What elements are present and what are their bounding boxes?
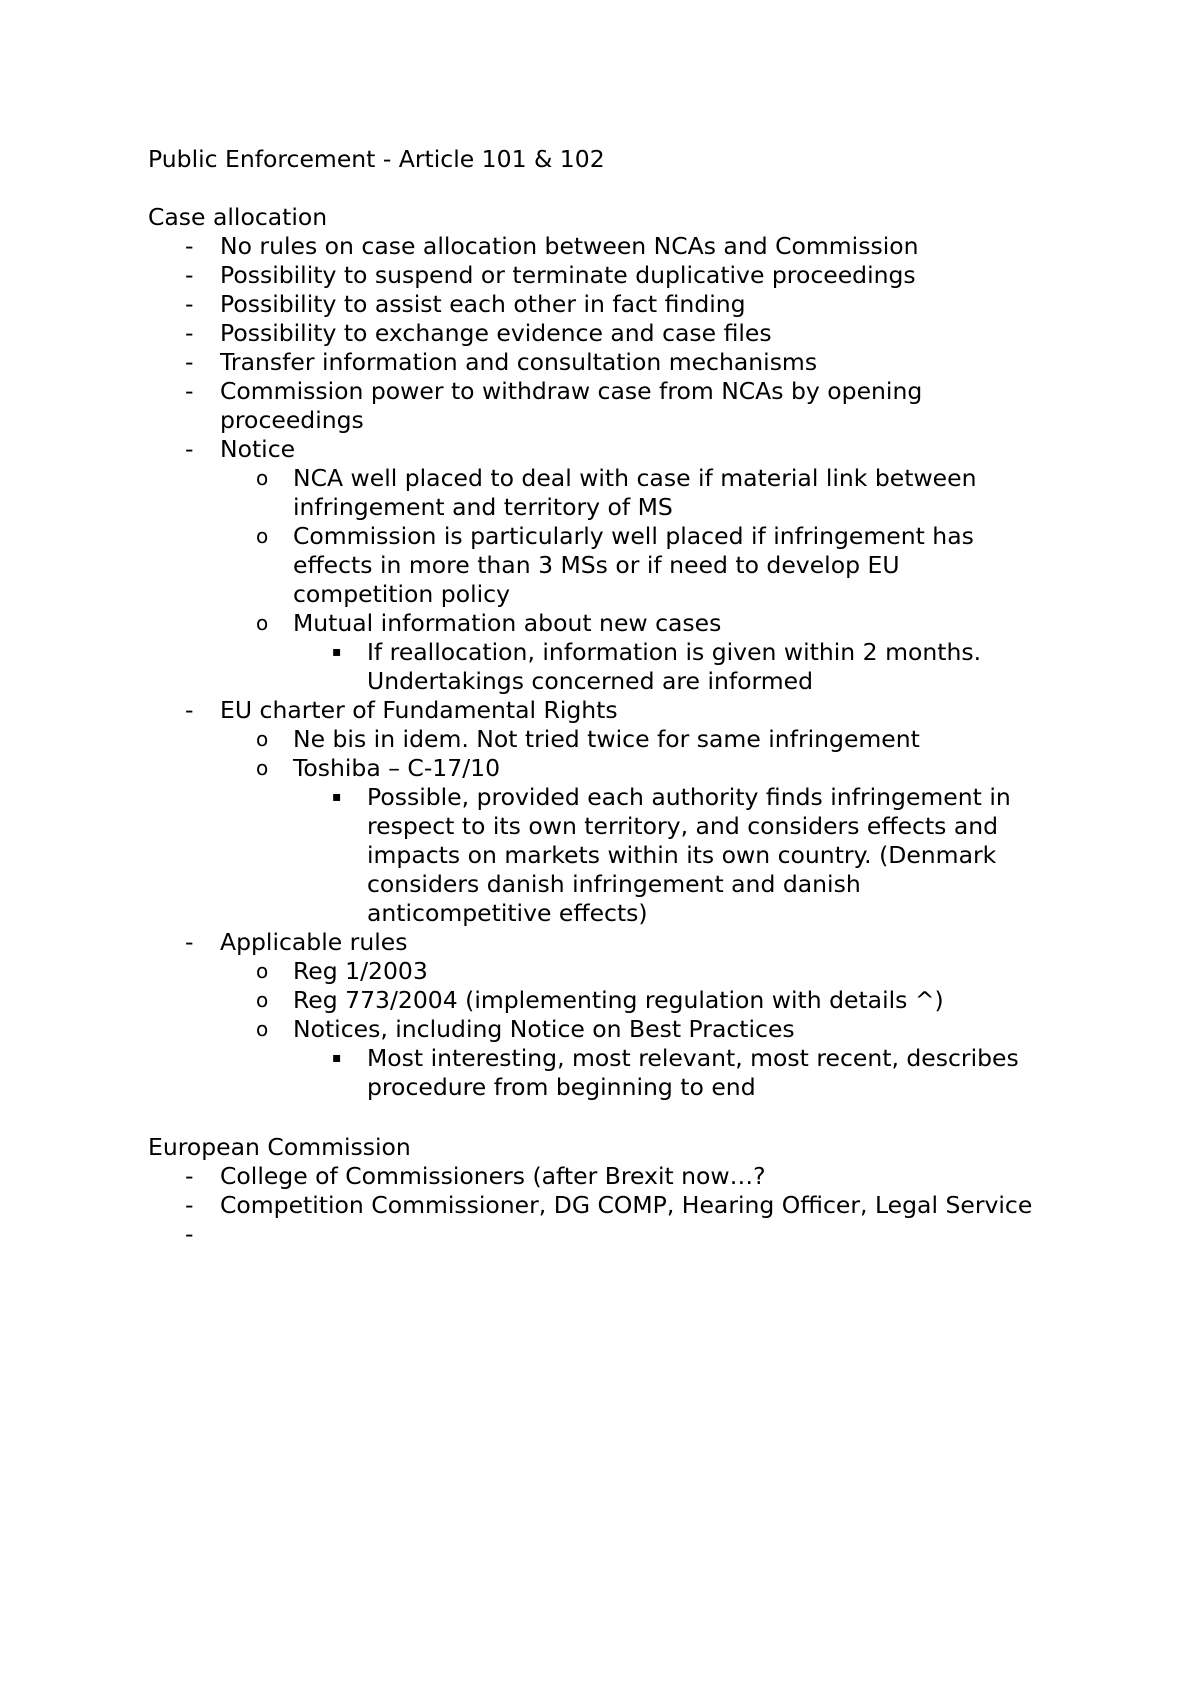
list-item <box>0 377 1200 435</box>
dash-bullet: - <box>185 319 194 347</box>
list-item-text: Competition Commissioner, DG COMP, Hearing Officer, Legal Service <box>220 1191 1033 1219</box>
dash-bullet: - <box>185 261 194 289</box>
list-item-text: No rules on case allocation between NCAs and Commission <box>220 232 919 260</box>
list-item-text: Transfer information and consultation mechanisms <box>220 348 818 376</box>
list-item-notice <box>0 435 1200 464</box>
sub-list-item <box>0 464 1200 522</box>
circle-bullet: o <box>256 756 269 780</box>
list-item-applicable-rules <box>0 928 1200 957</box>
list-item-text: Notice <box>220 435 296 463</box>
section-heading: European Commission <box>148 1133 411 1161</box>
section-case-allocation <box>0 203 1200 1102</box>
bullet-list <box>0 1162 1200 1249</box>
list-item-text: Possibility to suspend or terminate duplicative proceedings <box>220 261 916 289</box>
circle-bullet: o <box>256 988 269 1012</box>
sub-list-item <box>0 754 1200 783</box>
sub-sub-list-item <box>0 783 1200 928</box>
list-item-charter <box>0 696 1200 725</box>
sub-list-item <box>0 725 1200 754</box>
square-bullet: ▪ <box>332 644 342 660</box>
document-title: Public Enforcement - Article 101 & 102 <box>148 145 605 173</box>
dash-bullet: - <box>185 1191 194 1219</box>
list-item-text: Applicable rules <box>220 928 408 956</box>
list-item-text: Possibility to exchange evidence and case files <box>220 319 772 347</box>
sub-sub-list-item <box>0 1044 1200 1102</box>
list-item <box>0 290 1200 319</box>
list-item-text: Notices, including Notice on Best Practices <box>293 1015 795 1043</box>
list-item-text: Most interesting, most relevant, most recent, describes procedure from beginning to end <box>367 1044 1019 1101</box>
list-item-text: Commission power to withdraw case from NCAs by opening proceedings <box>220 377 923 434</box>
list-item <box>0 1191 1200 1220</box>
list-item <box>0 1162 1200 1191</box>
list-item-text: Toshiba – C-17/10 <box>293 754 501 782</box>
circle-bullet: o <box>256 959 269 983</box>
list-item <box>0 319 1200 348</box>
dash-bullet: - <box>185 377 194 405</box>
list-item-text: NCA well placed to deal with case if material link between infringement and territory of MS <box>293 464 977 521</box>
circle-bullet: o <box>256 727 269 751</box>
dash-bullet: - <box>185 696 194 724</box>
sub-list-item <box>0 609 1200 638</box>
list-item-text: Ne bis in idem. Not tried twice for same infringement <box>293 725 920 753</box>
list-item <box>0 261 1200 290</box>
dash-bullet: - <box>185 1162 194 1190</box>
list-item-text: Reg 1/2003 <box>293 957 428 985</box>
list-item-text: Commission is particularly well placed if infringement has effects in more than 3 MSs or if need to develop EU competition policy <box>293 522 974 608</box>
circle-bullet: o <box>256 611 269 635</box>
list-item-empty <box>0 1220 1200 1249</box>
sub-list-item <box>0 522 1200 609</box>
dash-bullet: - <box>185 232 194 260</box>
circle-bullet: o <box>256 1017 269 1041</box>
section-european-commission <box>0 1133 1200 1249</box>
circle-bullet: o <box>256 524 269 548</box>
list-item-text: Mutual information about new cases <box>293 609 722 637</box>
list-item <box>0 232 1200 261</box>
list-item-text <box>220 1220 1060 1249</box>
list-item-text: Possibility to assist each other in fact finding <box>220 290 746 318</box>
bullet-list <box>0 232 1200 1102</box>
list-item-text: EU charter of Fundamental Rights <box>220 696 618 724</box>
square-bullet: ▪ <box>332 1050 342 1066</box>
section-heading: Case allocation <box>148 203 328 231</box>
dash-bullet: - <box>185 290 194 318</box>
square-bullet: ▪ <box>332 789 342 805</box>
list-item-text: If reallocation, information is given within 2 months. Undertakings concerned are informed <box>367 638 982 695</box>
sub-list-item <box>0 1015 1200 1044</box>
sub-list-item <box>0 986 1200 1015</box>
dash-bullet: - <box>185 435 194 463</box>
dash-bullet: - <box>185 928 194 956</box>
dash-bullet: - <box>185 1220 194 1248</box>
list-item-text: Possible, provided each authority finds infringement in respect to its own territory, and considers effects and impacts on markets within its own country. (Denmark considers danish infringement and danish anticompetitive effects) <box>367 783 1011 927</box>
sub-list-item <box>0 957 1200 986</box>
sub-sub-list-item <box>0 638 1200 696</box>
list-item-text: Reg 773/2004 (implementing regulation with details ^) <box>293 986 944 1014</box>
list-item <box>0 348 1200 377</box>
circle-bullet: o <box>256 466 269 490</box>
dash-bullet: - <box>185 348 194 376</box>
list-item-text: College of Commissioners (after Brexit now…? <box>220 1162 766 1190</box>
